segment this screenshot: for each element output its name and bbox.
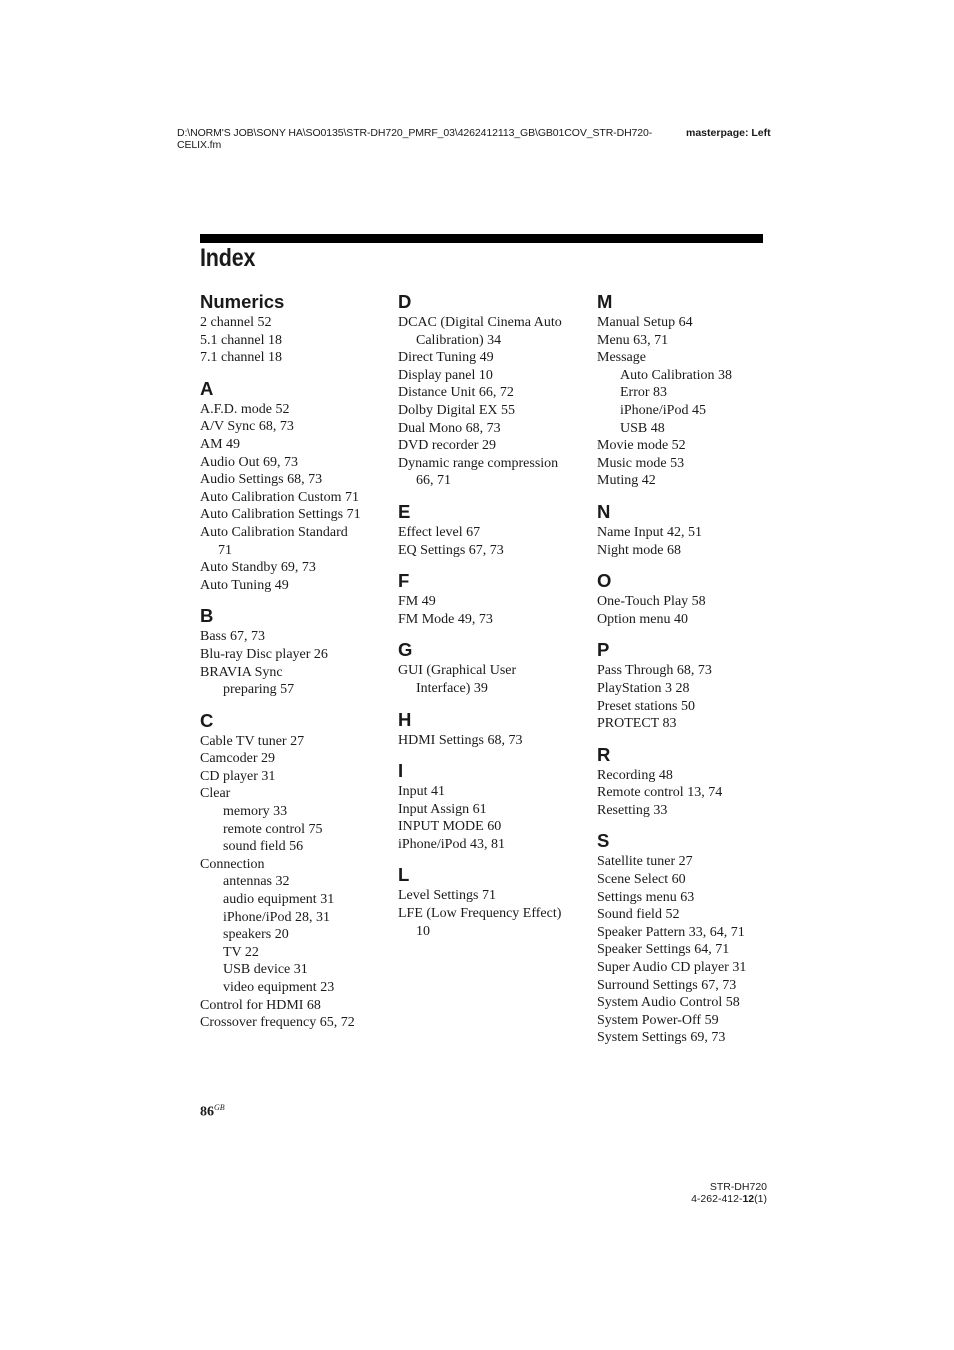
index-entry xyxy=(200,471,380,489)
index-entry xyxy=(597,314,777,332)
index-section xyxy=(398,569,578,628)
index-entry xyxy=(398,314,578,349)
index-entry xyxy=(398,905,578,940)
entry-text: System Settings 69, 73 xyxy=(597,1030,726,1046)
index-subentry xyxy=(597,402,777,420)
entry-text: Preset stations 50 xyxy=(597,698,695,714)
index-entry xyxy=(597,437,777,455)
index-subentry xyxy=(200,979,380,997)
entry-text: USB device 31 xyxy=(223,962,308,978)
index-subentry xyxy=(200,681,380,699)
index-entry xyxy=(398,887,578,905)
index-entry xyxy=(398,524,578,542)
entry-text: Cable TV tuner 27 xyxy=(200,733,305,749)
section-heading: F xyxy=(398,570,410,592)
entry-text: Error 83 xyxy=(620,385,668,401)
entry-text: AM 49 xyxy=(200,436,241,452)
entry-text: Auto Calibration Standard xyxy=(200,524,348,540)
index-entry xyxy=(398,593,578,611)
entry-text: Menu 63, 71 xyxy=(597,332,669,348)
section-heading: Numerics xyxy=(200,291,285,312)
index-entry xyxy=(597,524,777,542)
index-entry xyxy=(597,715,777,733)
index-entry xyxy=(398,455,578,490)
entry-text: 2 channel 52 xyxy=(200,315,272,330)
entry-text: Pass Through 68, 73 xyxy=(597,663,712,679)
index-subentry xyxy=(597,420,777,438)
entry-text: Resetting 33 xyxy=(597,802,668,818)
index-entry xyxy=(597,802,777,820)
entry-text: Sound field 52 xyxy=(597,907,680,923)
entry-text: Effect level 67 xyxy=(398,524,481,540)
page-number-value: 86 xyxy=(200,1104,214,1120)
index-entry xyxy=(597,871,777,889)
entry-text: USB 48 xyxy=(620,420,665,436)
title-rule xyxy=(200,234,763,243)
index-subentry xyxy=(200,803,380,821)
index-entry xyxy=(200,349,380,367)
section-heading: N xyxy=(597,500,611,522)
entry-text: FM Mode 49, 73 xyxy=(398,611,493,627)
index-entry xyxy=(398,420,578,438)
index-entry xyxy=(398,384,578,402)
index-entry xyxy=(200,733,380,751)
entry-text: Auto Calibration 38 xyxy=(620,367,732,383)
entry-text: Dual Mono 68, 73 xyxy=(398,420,501,436)
entry-text: Option menu 40 xyxy=(597,611,688,627)
index-entry xyxy=(200,628,380,646)
entry-text: remote control 75 xyxy=(223,821,323,837)
section-heading: M xyxy=(597,291,613,312)
index-entry xyxy=(200,646,380,664)
entry-text: GUI (Graphical User xyxy=(398,663,517,679)
entry-text: Message xyxy=(597,350,646,366)
entry-text: Audio Out 69, 73 xyxy=(200,454,298,470)
index-entry xyxy=(398,662,578,697)
index-section xyxy=(597,829,777,1047)
index-entry xyxy=(597,853,777,871)
section-heading: C xyxy=(200,709,214,731)
section-heading: R xyxy=(597,743,611,765)
index-section xyxy=(398,500,578,559)
entry-text: Blu-ray Disc player 26 xyxy=(200,646,328,662)
index-subentry xyxy=(200,891,380,909)
index-entry xyxy=(200,332,380,350)
entry-text: video equipment 23 xyxy=(223,980,335,995)
section-heading: E xyxy=(398,500,411,522)
entry-text: System Audio Control 58 xyxy=(597,995,740,1011)
index-entry xyxy=(200,997,380,1015)
entry-text: A.F.D. mode 52 xyxy=(200,401,290,417)
entry-text: Settings menu 63 xyxy=(597,889,695,905)
entry-text: Bass 67, 73 xyxy=(200,629,265,645)
entry-text: iPhone/iPod 43, 81 xyxy=(398,836,505,852)
entry-text: Speaker Settings 64, 71 xyxy=(597,942,730,958)
index-entry xyxy=(597,455,777,473)
index-entry xyxy=(398,402,578,420)
index-subentry xyxy=(200,944,380,962)
entry-continuation: Calibration) 34 xyxy=(416,332,502,348)
section-heading: B xyxy=(200,605,214,627)
entry-text: Speaker Pattern 33, 64, 71 xyxy=(597,924,745,940)
entry-text: Camcoder 29 xyxy=(200,751,276,767)
index-column xyxy=(597,290,777,1057)
index-entry xyxy=(200,418,380,436)
index-entry xyxy=(200,506,380,524)
entry-text: Manual Setup 64 xyxy=(597,315,693,330)
entry-text: Input Assign 61 xyxy=(398,801,487,817)
index-entry xyxy=(200,664,380,682)
index-section xyxy=(398,290,578,490)
index-entry xyxy=(398,836,578,854)
footer-code xyxy=(691,1193,767,1205)
entry-text: audio equipment 31 xyxy=(223,892,335,908)
section-heading: H xyxy=(398,708,412,730)
entry-text: EQ Settings 67, 73 xyxy=(398,542,504,558)
entry-text: System Power-Off 59 xyxy=(597,1012,719,1028)
section-heading: G xyxy=(398,639,413,661)
index-entry xyxy=(398,732,578,750)
index-subentry xyxy=(200,961,380,979)
index-entry xyxy=(597,941,777,959)
index-entry xyxy=(597,332,777,350)
section-heading: O xyxy=(597,570,612,592)
footer-block xyxy=(691,1181,767,1205)
index-entry xyxy=(200,750,380,768)
index-section xyxy=(597,290,777,490)
index-subentry xyxy=(200,873,380,891)
page-number xyxy=(200,1103,225,1121)
index-entry xyxy=(597,593,777,611)
index-entry xyxy=(398,437,578,455)
entry-text: Night mode 68 xyxy=(597,542,681,558)
entry-text: Remote control 13, 74 xyxy=(597,785,723,801)
entry-text: antennas 32 xyxy=(223,874,290,890)
section-heading: P xyxy=(597,639,610,661)
index-entry xyxy=(200,436,380,454)
index-entry xyxy=(597,611,777,629)
index-entry xyxy=(597,662,777,680)
entry-text: CD player 31 xyxy=(200,768,276,784)
index-entry xyxy=(200,314,380,332)
index-section xyxy=(200,290,380,367)
index-section xyxy=(597,638,777,732)
entry-text: Movie mode 52 xyxy=(597,438,686,454)
index-subentry xyxy=(200,838,380,856)
index-entry xyxy=(597,924,777,942)
entry-text: Level Settings 71 xyxy=(398,888,496,904)
index-entry xyxy=(200,489,380,507)
entry-text: 5.1 channel 18 xyxy=(200,332,283,348)
index-column xyxy=(200,290,380,1042)
entry-text: TV 22 xyxy=(223,944,259,960)
entry-text: Scene Select 60 xyxy=(597,872,686,888)
entry-text: Auto Tuning 49 xyxy=(200,577,289,593)
entry-text: One-Touch Play 58 xyxy=(597,594,706,610)
index-entry xyxy=(200,577,380,595)
section-heading: I xyxy=(398,760,404,782)
index-entry xyxy=(398,818,578,836)
index-section xyxy=(200,377,380,595)
index-entry xyxy=(398,783,578,801)
index-entry xyxy=(597,889,777,907)
entry-text: LFE (Low Frequency Effect) xyxy=(398,906,562,922)
index-entry xyxy=(597,472,777,490)
index-subentry xyxy=(597,384,777,402)
entry-text: Muting 42 xyxy=(597,473,656,489)
section-heading: S xyxy=(597,830,610,852)
index-entry xyxy=(597,1012,777,1030)
entry-text: Audio Settings 68, 73 xyxy=(200,472,323,488)
entry-text: iPhone/iPod 28, 31 xyxy=(223,909,330,925)
index-entry xyxy=(200,559,380,577)
footer-code-bold: 12 xyxy=(742,1193,755,1205)
index-subentry xyxy=(597,367,777,385)
index-section xyxy=(200,604,380,698)
index-section xyxy=(597,500,777,559)
entry-text: Crossover frequency 65, 72 xyxy=(200,1015,355,1031)
entry-text: 7.1 channel 18 xyxy=(200,350,283,366)
entry-text: iPhone/iPod 45 xyxy=(620,402,706,418)
entry-continuation: 66, 71 xyxy=(416,473,451,489)
index-subentry xyxy=(200,821,380,839)
index-entry xyxy=(597,698,777,716)
entry-text: Auto Calibration Custom 71 xyxy=(200,489,360,505)
entry-text: Dolby Digital EX 55 xyxy=(398,402,516,418)
index-section xyxy=(398,638,578,697)
index-entry xyxy=(200,785,380,803)
index-entry xyxy=(597,767,777,785)
page-title: Index xyxy=(200,244,256,272)
index-entry xyxy=(398,801,578,819)
section-heading: A xyxy=(200,377,214,399)
footer-model: STR-DH720 xyxy=(709,1181,767,1193)
index-entry xyxy=(398,349,578,367)
entry-text: Direct Tuning 49 xyxy=(398,350,494,366)
entry-text: PlayStation 3 28 xyxy=(597,680,690,696)
index-entry xyxy=(200,856,380,874)
entry-text: Display panel 10 xyxy=(398,367,493,383)
index-entry xyxy=(200,1014,380,1032)
entry-text: DCAC (Digital Cinema Auto xyxy=(398,315,562,330)
index-entry xyxy=(398,367,578,385)
entry-text: INPUT MODE 60 xyxy=(398,819,502,835)
index-entry xyxy=(597,349,777,367)
entry-text: Control for HDMI 68 xyxy=(200,997,321,1013)
index-subentry xyxy=(200,926,380,944)
index-section xyxy=(398,759,578,853)
entry-text: memory 33 xyxy=(223,804,288,820)
index-entry xyxy=(597,959,777,977)
index-entry xyxy=(200,768,380,786)
entry-text: HDMI Settings 68, 73 xyxy=(398,732,523,748)
index-entry xyxy=(398,611,578,629)
entry-text: preparing 57 xyxy=(223,682,295,698)
index-entry xyxy=(200,401,380,419)
index-column xyxy=(398,290,578,950)
entry-text: Clear xyxy=(200,786,231,802)
entry-continuation: Interface) 39 xyxy=(416,680,488,696)
entry-text: Distance Unit 66, 72 xyxy=(398,385,514,401)
entry-text: Auto Calibration Settings 71 xyxy=(200,507,361,523)
entry-text: Input 41 xyxy=(398,784,446,800)
entry-text: A/V Sync 68, 73 xyxy=(200,419,294,435)
index-entry xyxy=(597,542,777,560)
index-entry xyxy=(597,680,777,698)
entry-text: BRAVIA Sync xyxy=(200,664,283,680)
index-entry xyxy=(597,784,777,802)
masterpage-label: masterpage: Left xyxy=(686,127,771,139)
footer-code-prefix: 4-262-412- xyxy=(691,1193,743,1205)
entry-text: speakers 20 xyxy=(223,927,289,943)
index-section xyxy=(597,743,777,820)
index-subentry xyxy=(200,909,380,927)
index-entry xyxy=(200,524,380,559)
index-entry xyxy=(597,994,777,1012)
index-section xyxy=(398,708,578,750)
file-path-header: D:\NORM'S JOB\SONY HA\SO0135\STR-DH720_PMRF_03\4262412113_GB\GB01COV_STR-DH720-CELIX.fm xyxy=(177,127,653,151)
entry-text: Connection xyxy=(200,856,265,872)
entry-continuation: 10 xyxy=(416,923,430,939)
entry-continuation: 71 xyxy=(218,542,232,558)
index-entry xyxy=(597,977,777,995)
entry-text: Auto Standby 69, 73 xyxy=(200,560,316,576)
index-section xyxy=(597,569,777,628)
index-section xyxy=(398,863,578,940)
entry-text: Satellite tuner 27 xyxy=(597,854,693,870)
entry-text: Surround Settings 67, 73 xyxy=(597,977,737,993)
footer-code-suffix: (1) xyxy=(754,1193,767,1205)
entry-text: FM 49 xyxy=(398,594,436,610)
entry-text: Super Audio CD player 31 xyxy=(597,960,747,976)
entry-text: Recording 48 xyxy=(597,767,673,783)
page-number-suffix: GB xyxy=(214,1103,225,1112)
section-heading: D xyxy=(398,291,412,312)
entry-text: Dynamic range compression xyxy=(398,455,559,471)
index-entry xyxy=(597,906,777,924)
index-section xyxy=(200,709,380,1032)
entry-text: PROTECT 83 xyxy=(597,716,677,732)
section-heading: L xyxy=(398,864,410,886)
index-entry xyxy=(597,1029,777,1047)
index-entry xyxy=(398,542,578,560)
entry-text: DVD recorder 29 xyxy=(398,438,496,454)
index-entry xyxy=(200,454,380,472)
entry-text: Name Input 42, 51 xyxy=(597,524,702,540)
entry-text: Music mode 53 xyxy=(597,455,685,471)
entry-text: sound field 56 xyxy=(223,839,304,855)
